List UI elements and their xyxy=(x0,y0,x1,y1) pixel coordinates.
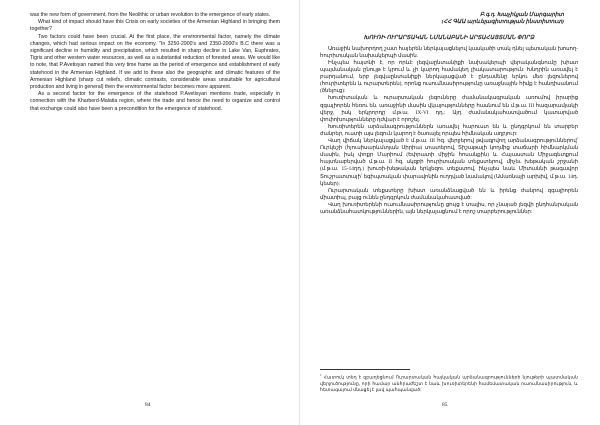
right-paragraph-6: Ուրարտական տեքստերը խիստ առանձնացված են և իրենց ժանրով զգալիորեն միատիպ, բայց ունեն ընդգրկուն ժամանակահատված: xyxy=(320,187,578,201)
left-page-number: 84 xyxy=(145,402,151,408)
left-paragraph-2: What kind of impact should have this Crisis on early societies of the Armenian Highland in bringing them together? xyxy=(30,19,280,33)
spine-gutter xyxy=(299,0,300,425)
right-paragraph-2: Ինչպես հայտնի է, որ որևէ լեզվաընտանիքի նախակերպի վերականգնումը խիստ պայմանական ընույթ է կրում և չի կարող համակեղ լիակատարություն: Խնդրին առավել է բարդանում, երբ լեզվաընտանիքի ներկայացված է ընդամենը երկու մեռ լեզուներով (հուրիտերեն և ուրարտերեն), որոնց ուսումնասիրությունը առաջնային հիմք է հանդիսանում (ծնելուց): xyxy=(320,60,578,95)
right-text-column xyxy=(320,12,578,216)
left-paragraph-1: was the new form of government, from the Neolithic or urban revolution to the emergence of early states. xyxy=(30,12,271,18)
right-paragraph-4: Խուռիտերեն արձանագրություններն առավել հարուստ են և ընդգրկում են տարբեր ժանրեր, ուստի այս լեզուն կարող է ծառայել որպես հիմնական աղբյուր: xyxy=(320,123,578,137)
right-paragraph-5: Վաղ վիճակ ներկայացված է մ.թ.ա. III հզ. վերջերով թվագրվող արձանագրություններով՝ Ուրկեշի (հյուսիսարևմտյան Սիրիա) տատերով, Տիշաթալի կողմից տաճարի հիմնարկման մասին, իսկ փոքր Մարիում (Եփրատի միջին հոսանքին) և Հայաստան Միջագետքում հայտնաբերված մ.թ.ա. II հզ. սկզբի հուրիտական տեքստերով, միչեւ խեթական շրջանի (մ.թ.ա. 15-14դդ.) խուռի-խեթական երկլեզու տեքստով, ինչպես նաև Միտաննի թագավոր Տուշրատտայի՝ եգիպտական փարավոնին ուղղված նամակով (Ամառնայի արխիվ, մ.թ.ա. 14դ. կեսեր): xyxy=(320,138,578,187)
footnote xyxy=(320,372,578,394)
footnote-marker: 1 xyxy=(320,373,322,377)
article-title: ԽՈՒՌԻ-ՈՒՐԱՐՏԱԿԱՆ ՆՄԱՆԱԲԱՆԻ ԱՐՏԱՀԱՅՏՄԱՆ ՓՈՐՁ xyxy=(363,34,535,41)
left-paragraph-4: As a second factor for the emergence of the statehood P.Avetisyan mentions trade, especially in connection with the Kharberd-Malatia region, where the trade and hence the need to organize and control that exchange could also have been a precondition for the emergence of statehood. xyxy=(30,91,280,112)
footnote-divider xyxy=(320,369,410,370)
author-affiliation: (ՀՀ ԳԱԱ արևելագիտության ինստիտուտ) xyxy=(441,19,564,26)
right-page-number: 85 xyxy=(442,402,448,408)
footnote-text: Հատուկ տեղ է զբաղեցնում Ուրարտական հայկական արձանագրությունների նյութերի պատմական վերլուծությունը, որի համար անհրաժեշտ է նաև խուռիտերենի համեմատական ուսումնասիրություն, և հետագայում մնացել է լավ պահպանված: xyxy=(320,375,578,393)
right-paragraph-7: Վաղ խուռիտերենի ուսումնասիրությունը ցույց է տալիս, որ չնայած լեզվի ընդհանրական առանձնահատկություններին, այն ներկայացնում է որոշ տարբերություններ: xyxy=(320,201,578,215)
left-paragraph-3: Two factors could have been crucial. At the first place, the environmental factor, namely the climate changes, which had serious impact on the economy. "In 3250-2900's and 2350-2000's B.C there was a significant decline in humidity and precipitation, which resulted in sharp decline in Lake Van, Euphrates, Tigris and other western water resources, as well as a substantial reduction of forested areas. We would like to note, that P.Avetisyan named this very time frame as the period of emergence and establishment of early statehood in the Armenian Highland. If we add to these also the geographic and climatic features of the Armenian Highland (sharp cut reliefs, climatic contrasts, considerable areas unsuitable for agricultural production and living in general) then the environmental factor becomes more apparent. xyxy=(30,33,280,91)
left-page xyxy=(0,0,298,425)
right-paragraph-3: Խուռիտական և ուրարտական լեզուները ժամանակագրական առումով իրարից զգալիորեն հեռու են. առաջինի մասին վկայությունները հասնում են մ.թ.ա. III հազարամյակի վերջ, իսկ երկրորդը մ.թ.ա. IX-VI դդ.: Այդ ժամանակահատվածում կատարված փոփոխությունները դժվար է որոշել. xyxy=(320,95,578,123)
author-name: Բ.գ.դ. Խաչիկյան Մարգարիտ xyxy=(479,12,564,18)
right-paragraph-1: Առաջին նախորդող շատ հայերեն ներկայացնելով կասկածի տակ դնել պետական խոսող-հուրիտական նախակերպի մասին. xyxy=(320,45,578,59)
right-page xyxy=(302,0,600,425)
left-text-column xyxy=(30,12,280,113)
